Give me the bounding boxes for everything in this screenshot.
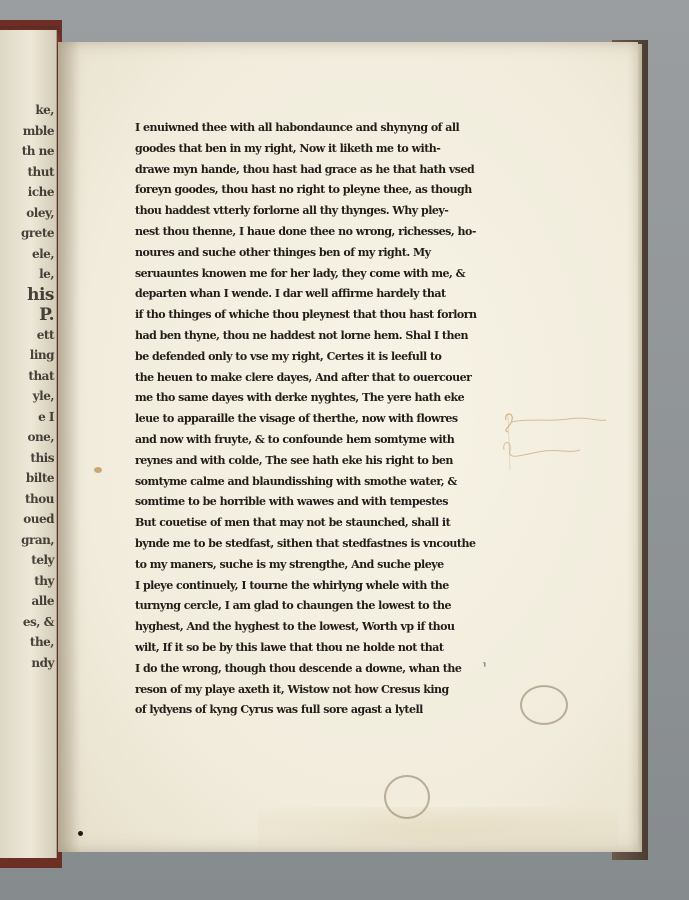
left-text-line: bilte bbox=[25, 471, 54, 485]
text-line: But couetise of men that may not be staunched, shall it bbox=[135, 515, 451, 530]
left-text-line: grete bbox=[20, 226, 54, 240]
text-line: of lydyens of kyng Cyrus was full sore agast a lytell bbox=[135, 702, 423, 717]
left-text-line: P. bbox=[39, 304, 54, 325]
text-line: to my maners, suche is my strengthe, And suche pleye bbox=[135, 556, 444, 571]
left-text-line: le, bbox=[39, 267, 54, 281]
text-line: I enuiwned thee with all habondaunce and shynyng of all bbox=[135, 120, 460, 134]
text-line: I do the wrong, though thou descende a downe, whan the bbox=[135, 660, 462, 675]
text-line: be defended only to vse my right, Certes it is leefull to bbox=[135, 348, 442, 363]
left-text-line: one, bbox=[27, 430, 54, 444]
text-line: the heuen to make clere dayes, And after that to ouercouer bbox=[135, 369, 472, 384]
text-line: departen whan I wende. I dar well affirme hardely that bbox=[135, 286, 446, 301]
text-line: thou haddest vtterly forlorne all thy thynges. Why pley- bbox=[135, 203, 449, 218]
left-text-line: this bbox=[30, 450, 54, 465]
text-line: if tho thinges of whiche thou pleynest that thou hast forlorn bbox=[135, 307, 477, 322]
left-text-line: the, bbox=[29, 635, 54, 649]
left-text-line: thou bbox=[25, 491, 54, 506]
text-line: me tho same dayes with derke nyghtes, The yere hath eke bbox=[135, 390, 465, 405]
handwritten-marginalia bbox=[498, 410, 618, 480]
left-text-line: mble bbox=[22, 123, 54, 138]
text-line: foreyn goodes, thou hast no right to pleyne thee, as though bbox=[135, 182, 472, 197]
text-line: goodes that ben in my right, Now it liketh me to with- bbox=[135, 140, 441, 155]
left-text-line: th ne bbox=[21, 144, 54, 158]
left-text-line: ett bbox=[36, 327, 54, 342]
text-line: bynde me to be stedfast, sithen that stedfastnes is vncouthe bbox=[135, 535, 476, 550]
text-line: seruauntes knowen me for her lady, they come with me, & bbox=[135, 265, 466, 280]
text-line: leue to apparaille the visage of therthe, now with flowres bbox=[135, 411, 458, 426]
text-line: had ben thyne, thou ne haddest not lorne hem. Shal I then bbox=[135, 327, 468, 342]
line-end-mark: ⸣ bbox=[482, 661, 487, 674]
left-text-line: gran, bbox=[21, 532, 54, 547]
gutter-shadow bbox=[58, 42, 80, 852]
left-text-line: oley, bbox=[26, 205, 54, 220]
left-page-text bbox=[2, 100, 54, 673]
left-text-line: es, & bbox=[22, 614, 54, 629]
left-facing-page bbox=[0, 30, 57, 858]
left-text-line: alle bbox=[31, 594, 54, 608]
left-text-line: iche bbox=[27, 185, 54, 199]
right-page bbox=[58, 42, 638, 852]
left-text-line: yle, bbox=[32, 389, 54, 403]
library-stamp bbox=[384, 775, 430, 819]
left-text-line: thut bbox=[27, 164, 54, 179]
text-line: noures and suche other thinges ben of my right. My bbox=[135, 244, 431, 259]
text-line: drawe myn hande, thou hast had grace as he that hath vsed bbox=[135, 161, 475, 176]
foxing-stain bbox=[258, 807, 618, 852]
library-stamp bbox=[520, 685, 568, 725]
left-text-line: ke, bbox=[35, 103, 54, 117]
left-text-line: ling bbox=[29, 348, 54, 362]
text-line: somtime to be horrible with wawes and with tempestes bbox=[135, 494, 448, 509]
left-text-line: his bbox=[27, 284, 54, 305]
text-line: hyghest, And the hyghest to the lowest, Worth vp if thou bbox=[135, 619, 455, 634]
blackletter-text-block bbox=[135, 117, 495, 720]
text-line: I pleye continuely, I tourne the whirlyng whele with the bbox=[135, 577, 449, 592]
left-text-line: e I bbox=[38, 409, 54, 424]
ink-spot bbox=[94, 467, 102, 473]
text-line: and now with fruyte, & to confounde hem somtyme with bbox=[135, 431, 455, 446]
text-line: reynes and with colde, The see hath eke his right to ben bbox=[135, 452, 453, 467]
text-line: reson of my playe axeth it, Wistow not how Cresus king bbox=[135, 681, 449, 696]
left-text-line: thy bbox=[34, 573, 54, 588]
left-text-line: ndy bbox=[31, 655, 54, 670]
margin-dot bbox=[78, 831, 83, 836]
text-line: wilt, If it so be by this lawe that thou ne holde not that bbox=[135, 639, 444, 654]
left-text-line: oued bbox=[23, 512, 54, 526]
text-line: somtyme calme and blaundisshing with smothe water, & bbox=[135, 473, 457, 488]
left-text-line: ele, bbox=[31, 246, 54, 261]
left-text-line: that bbox=[28, 368, 54, 383]
left-text-line: tely bbox=[31, 553, 54, 567]
text-line: nest thou thenne, I haue done thee no wrong, richesses, ho- bbox=[135, 223, 476, 238]
text-line: turnyng cercle, I am glad to chaungen the lowest to the bbox=[135, 598, 452, 613]
